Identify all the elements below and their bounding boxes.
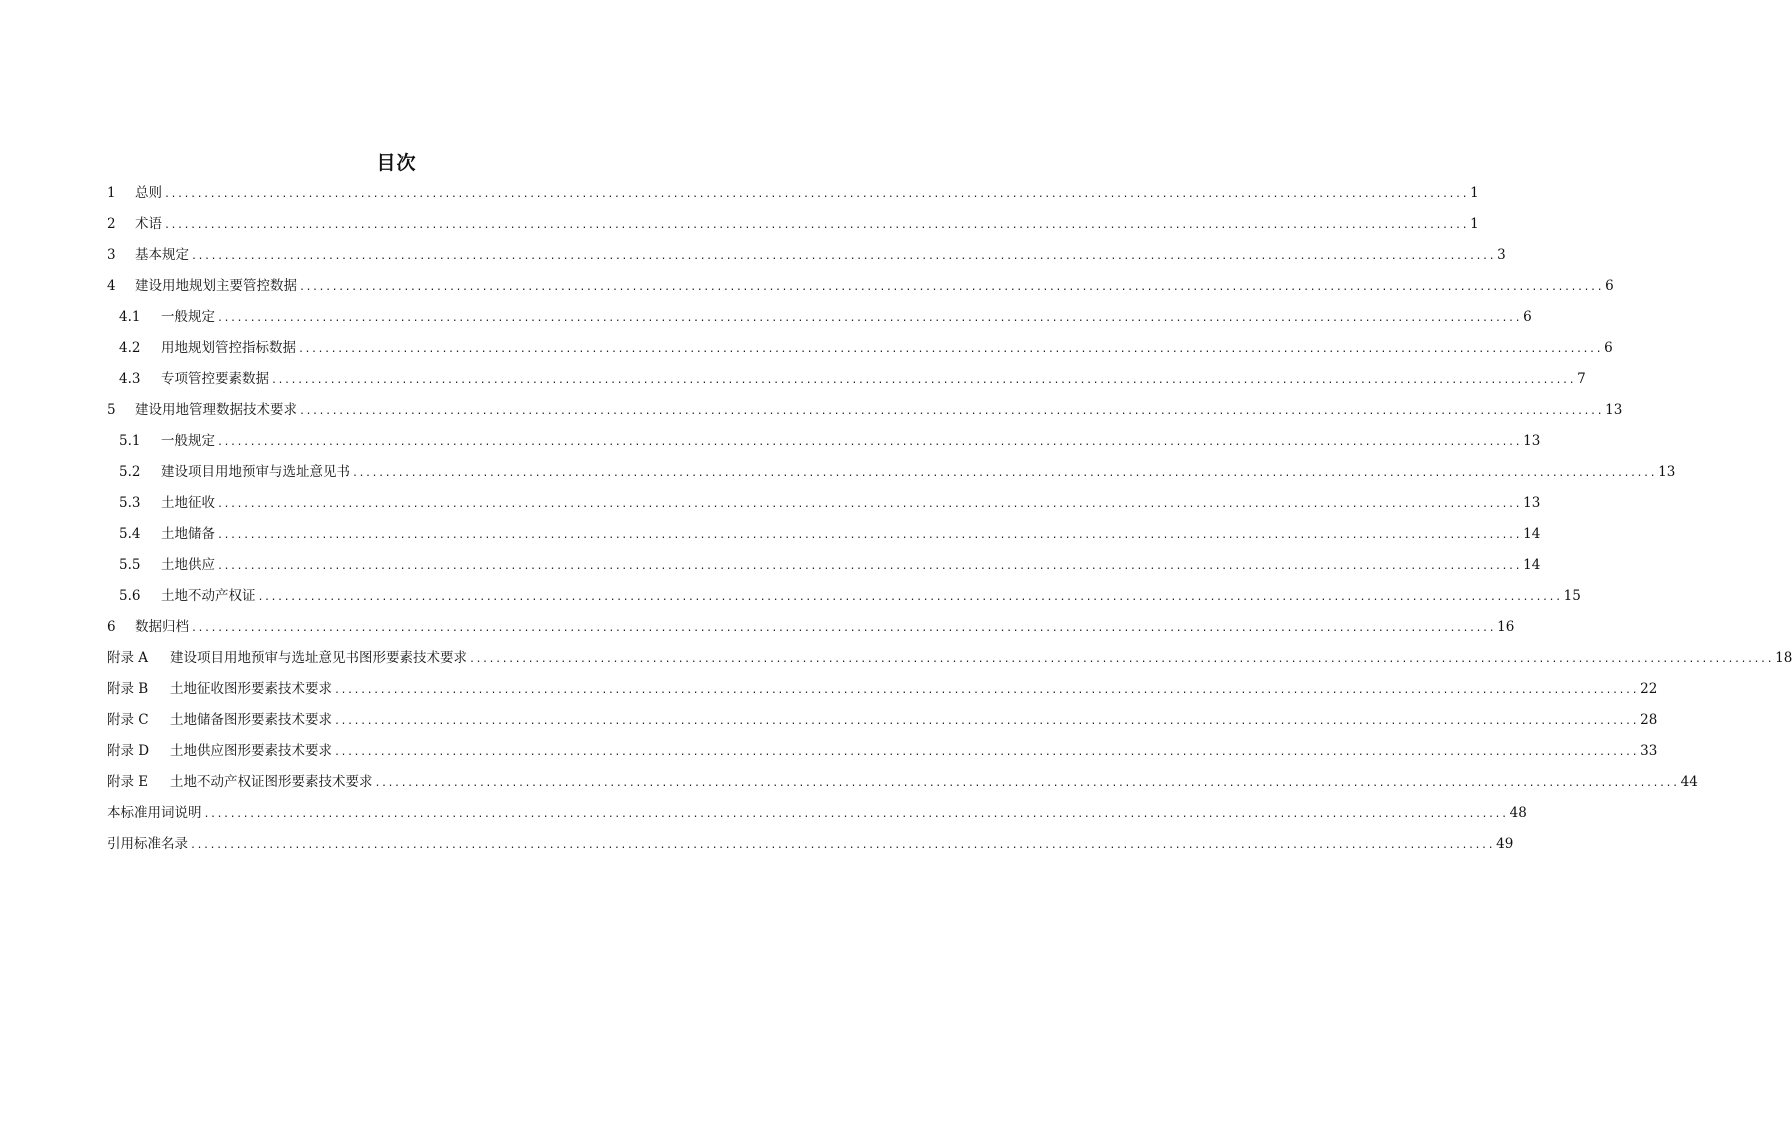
dot-leader: ........................................................................................................................................................................................................ <box>217 561 1522 572</box>
toc-entry[interactable] <box>107 674 1658 705</box>
toc-entry-label: 土地不动产权证图形要素技术要求 <box>170 774 373 790</box>
toc-entry-label: 建设用地规划主要管控数据 <box>135 278 297 294</box>
toc-entry[interactable] <box>107 519 1541 550</box>
dot-leader: ........................................................................................................................................................................................................ <box>334 747 1639 758</box>
toc-entry-number: 5.6 <box>119 588 141 604</box>
toc-entry-number: 附录 B <box>107 681 149 697</box>
toc-entry[interactable] <box>107 550 1541 581</box>
toc-entry[interactable] <box>107 488 1541 519</box>
toc-entry[interactable] <box>107 302 1532 333</box>
dot-leader: ........................................................................................................................................................................................................ <box>352 468 1657 479</box>
toc-entry-page-number: 33 <box>1640 743 1658 759</box>
toc-entry-page-number: 6 <box>1523 309 1532 325</box>
toc-entry-number: 2 <box>107 216 116 232</box>
toc-entry-label: 一般规定 <box>161 309 215 325</box>
dot-leader: ........................................................................................................................................................................................................ <box>203 809 1508 820</box>
toc-entry[interactable] <box>107 457 1676 488</box>
toc-entry-page-number: 6 <box>1604 340 1613 356</box>
toc-entry-number: 附录 A <box>107 650 149 666</box>
toc-entry-number: 5.4 <box>119 526 141 542</box>
toc-entry[interactable] <box>107 767 1698 798</box>
toc-entry-label: 数据归档 <box>135 619 189 635</box>
toc-entry-page-number: 14 <box>1523 526 1541 542</box>
toc-entry-page-number: 1 <box>1470 185 1479 201</box>
toc-entry-number: 6 <box>107 619 116 635</box>
dot-leader: ........................................................................................................................................................................................................ <box>217 437 1522 448</box>
toc-entry-label: 总则 <box>135 185 162 201</box>
toc-entry-label: 土地供应 <box>161 557 215 573</box>
toc-entry-page-number: 28 <box>1640 712 1658 728</box>
toc-entry-page-number: 13 <box>1605 402 1623 418</box>
toc-entry-page-number: 15 <box>1563 588 1581 604</box>
toc-entry-number: 5.1 <box>119 433 141 449</box>
toc-entry-number: 5.2 <box>119 464 141 480</box>
dot-leader: ........................................................................................................................................................................................................ <box>271 375 1576 386</box>
dot-leader: ........................................................................................................................................................................................................ <box>191 251 1496 262</box>
toc-entry-label: 用地规划管控指标数据 <box>161 340 296 356</box>
toc-entry[interactable] <box>107 364 1586 395</box>
toc-entry-number: 1 <box>107 185 116 201</box>
toc-entry[interactable] <box>107 829 1514 860</box>
toc-entry[interactable] <box>107 581 1581 612</box>
dot-leader: ........................................................................................................................................................................................................ <box>298 344 1603 355</box>
toc-entry[interactable] <box>107 705 1658 736</box>
dot-leader: ........................................................................................................................................................................................................ <box>217 313 1522 324</box>
toc-entry[interactable] <box>107 240 1506 271</box>
toc-entry[interactable] <box>107 333 1613 364</box>
toc-entry[interactable] <box>107 271 1614 302</box>
toc-entry[interactable] <box>107 209 1479 240</box>
table-of-contents <box>107 178 1792 860</box>
dot-leader: ........................................................................................................................................................................................................ <box>164 189 1469 200</box>
toc-entry-page-number: 7 <box>1577 371 1586 387</box>
toc-entry-page-number: 22 <box>1640 681 1658 697</box>
toc-entry-page-number: 18 <box>1775 650 1792 666</box>
toc-entry-page-number: 44 <box>1680 774 1698 790</box>
toc-entry-number: 5 <box>107 402 116 418</box>
dot-leader: ........................................................................................................................................................................................................ <box>257 592 1562 603</box>
toc-entry-number: 5.3 <box>119 495 141 511</box>
toc-entry-page-number: 16 <box>1497 619 1515 635</box>
dot-leader: ........................................................................................................................................................................................................ <box>164 220 1469 231</box>
toc-entry-page-number: 14 <box>1523 557 1541 573</box>
toc-entry-number: 4 <box>107 278 116 294</box>
toc-entry-number: 5.5 <box>119 557 141 573</box>
toc-entry-page-number: 48 <box>1509 805 1527 821</box>
toc-entry-number: 3 <box>107 247 116 263</box>
toc-entry-page-number: 1 <box>1470 216 1479 232</box>
toc-entry-number: 4.2 <box>119 340 141 356</box>
toc-entry-label: 土地不动产权证 <box>161 588 256 604</box>
dot-leader: ........................................................................................................................................................................................................ <box>299 406 1604 417</box>
toc-entry-label: 专项管控要素数据 <box>161 371 269 387</box>
toc-entry-label: 土地征收 <box>161 495 215 511</box>
page-title: 目次 <box>376 152 417 174</box>
toc-entry-label: 一般规定 <box>161 433 215 449</box>
dot-leader: ........................................................................................................................................................................................................ <box>334 716 1639 727</box>
toc-entry-label: 本标准用词说明 <box>107 805 202 821</box>
toc-entry-label: 基本规定 <box>135 247 189 263</box>
toc-entry[interactable] <box>107 643 1792 674</box>
dot-leader: ........................................................................................................................................................................................................ <box>190 840 1495 851</box>
dot-leader: ........................................................................................................................................................................................................ <box>217 499 1522 510</box>
toc-entry-label: 土地储备图形要素技术要求 <box>170 712 332 728</box>
toc-entry-label: 建设项目用地预审与选址意见书 <box>161 464 350 480</box>
toc-entry-page-number: 49 <box>1496 836 1514 852</box>
toc-entry-page-number: 13 <box>1658 464 1676 480</box>
toc-entry-label: 土地征收图形要素技术要求 <box>170 681 332 697</box>
toc-entry-label: 建设项目用地预审与选址意见书图形要素技术要求 <box>170 650 467 666</box>
dot-leader: ........................................................................................................................................................................................................ <box>334 685 1639 696</box>
toc-entry-number: 附录 D <box>107 743 150 759</box>
toc-entry-number: 附录 E <box>107 774 149 790</box>
dot-leader: ........................................................................................................................................................................................................ <box>191 623 1496 634</box>
toc-entry-label: 建设用地管理数据技术要求 <box>135 402 297 418</box>
toc-entry[interactable] <box>107 798 1527 829</box>
dot-leader: ........................................................................................................................................................................................................ <box>217 530 1522 541</box>
toc-entry-label: 引用标准名录 <box>107 836 188 852</box>
toc-entry-number: 4.3 <box>119 371 141 387</box>
toc-entry[interactable] <box>107 178 1479 209</box>
toc-entry-page-number: 3 <box>1497 247 1506 263</box>
toc-entry[interactable] <box>107 736 1658 767</box>
toc-entry-label: 土地供应图形要素技术要求 <box>170 743 332 759</box>
toc-entry-page-number: 13 <box>1523 495 1541 511</box>
toc-entry-label: 术语 <box>135 216 162 232</box>
dot-leader: ........................................................................................................................................................................................................ <box>374 778 1679 789</box>
toc-entry-page-number: 6 <box>1605 278 1614 294</box>
toc-entry-page-number: 13 <box>1523 433 1541 449</box>
toc-entry-label: 土地储备 <box>161 526 215 542</box>
toc-entry-number: 4.1 <box>119 309 141 325</box>
dot-leader: ........................................................................................................................................................................................................ <box>469 654 1774 665</box>
toc-entry-number: 附录 C <box>107 712 149 728</box>
dot-leader: ........................................................................................................................................................................................................ <box>299 282 1604 293</box>
toc-entry[interactable] <box>107 395 1623 426</box>
toc-entry[interactable] <box>107 612 1515 643</box>
toc-entry[interactable] <box>107 426 1541 457</box>
